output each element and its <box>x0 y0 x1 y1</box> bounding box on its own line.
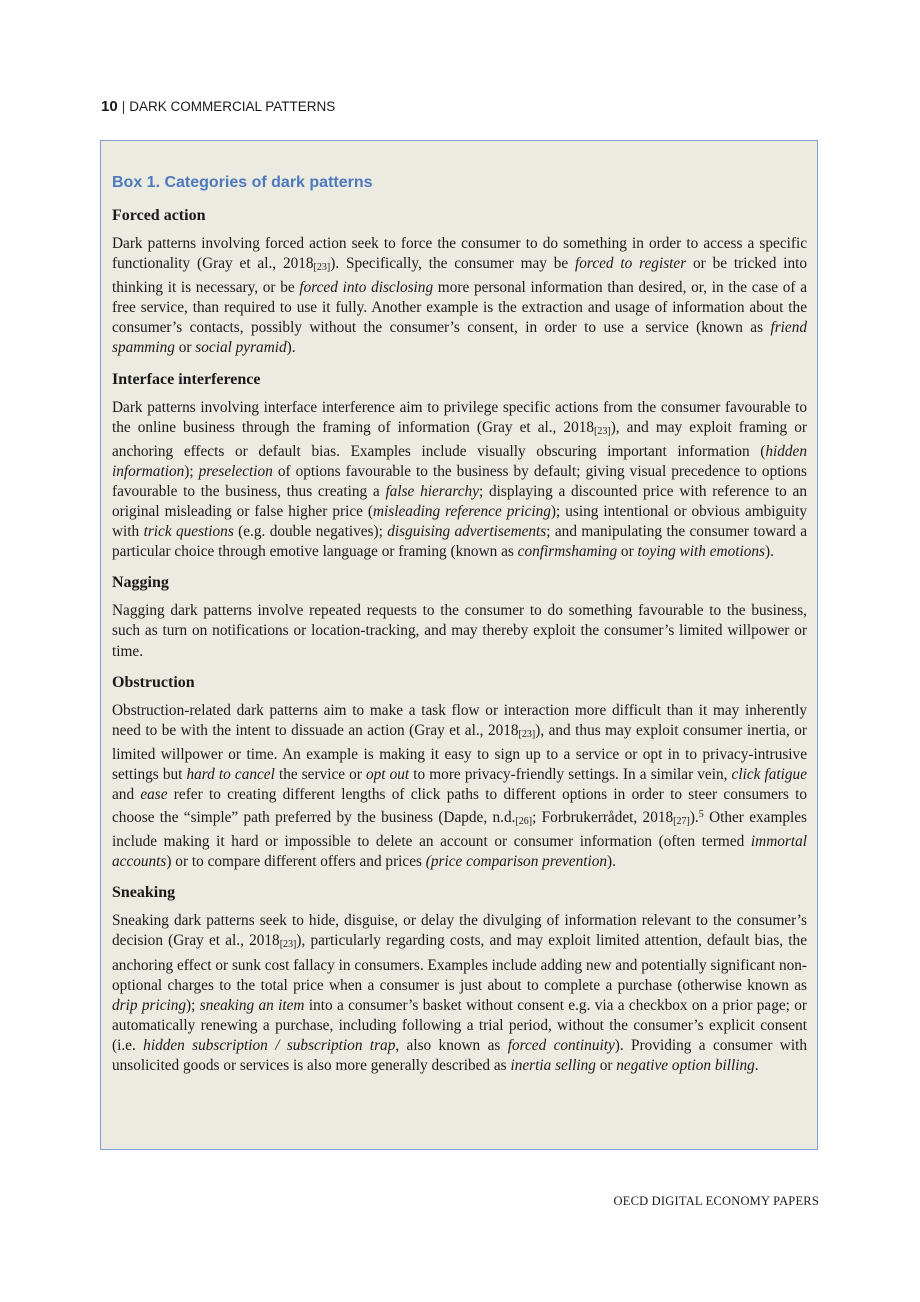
text-run: ), and may exploit framing or anchoring effects or default bias. Examples include visually obscuring important information ( <box>112 418 807 460</box>
emphasized-term: friend spamming <box>112 319 807 357</box>
section-forced-action <box>112 206 807 359</box>
page-header <box>101 98 335 115</box>
emphasized-term: inertia selling <box>510 1057 596 1074</box>
text-run: ). <box>689 809 699 827</box>
text-run: ). <box>286 339 296 357</box>
text-run: ) or to compare different offers and prices <box>166 853 426 871</box>
text-run: Obstruction-related dark patterns aim to make a task flow or interaction more difficult than it may inherently need to be with the intent to dissuade an action (Gray et al., 2018 <box>112 701 807 739</box>
citation-ref: [26] <box>515 816 533 828</box>
emphasized-term: drip pricing <box>112 996 187 1014</box>
header-separator: | <box>121 99 126 114</box>
text-run: ; displaying a discounted price with reference to an original misleading or false higher price ( <box>112 482 807 521</box>
emphasized-term: forced to register <box>575 255 687 273</box>
emphasized-term: disguising advertisements <box>387 523 547 541</box>
citation-ref: [27] <box>673 816 690 828</box>
section-body <box>112 234 807 359</box>
text-run: to more privacy-friendly settings. In a similar vein, <box>409 765 732 783</box>
emphasized-term: sneaking an item <box>199 996 305 1014</box>
section-heading: Forced action <box>112 207 206 224</box>
text-run: ; and manipulating the consumer toward a particular choice through emotive language or framing (known as <box>112 523 807 561</box>
section-heading: Nagging <box>112 574 169 592</box>
text-run: ), and thus may exploit consumer inertia, or limited willpower or time. An example is making it easy to sign up to a service or opt in to privacy-intrusive settings but <box>112 721 807 783</box>
citation-ref: [23] <box>279 939 297 951</box>
section-nagging <box>112 573 807 661</box>
text-run: ). <box>607 853 616 871</box>
emphasized-term: opt out <box>365 765 410 783</box>
emphasized-term: click fatigue <box>731 765 807 783</box>
section-body <box>112 911 807 1076</box>
emphasized-term: trick questions <box>143 523 234 541</box>
emphasized-term: ease <box>140 785 168 803</box>
info-box <box>100 140 818 1150</box>
emphasized-term: forced continuity <box>507 1036 615 1054</box>
text-run: ), particularly regarding costs, and may exploit limited attention, default bias, the anchoring effect or sunk cost fallacy in consumers. Examples include adding new and potentially significant non-optional charges to the total price when a consumer is just about to complete a purchase (otherwise known as <box>112 932 807 994</box>
text-run: Dark patterns involving interface interference aim to privilege specific actions from the consumer favourable to the online business through the framing of information (Gray et al., 2018 <box>112 398 807 436</box>
emphasized-term: hidden information <box>112 442 807 480</box>
page-number: 10 <box>101 98 118 115</box>
text-run: into a consumer’s basket without consent e.g. via a checkbox on a prior page; or automatically renewing a purchase, including following a trial period, without the consumer’s explicit consent (i.e. <box>112 996 807 1054</box>
text-run: and <box>112 785 141 803</box>
emphasized-term: misleading reference pricing <box>373 503 551 521</box>
text-run: refer to creating different lengths of click paths to different options in order to steer consumers to choose the “simple” path preferred by the business (Dapde, n.d. <box>112 785 807 827</box>
text-run: . <box>754 1057 759 1074</box>
section-body <box>112 601 807 661</box>
text-run: Dark patterns involving forced action seek to force the consumer to do something in order to access a specific functionality (Gray et al., 2018 <box>112 235 807 273</box>
text-run: ). Providing a consumer with unsolicited goods or services is also more generally described as <box>112 1036 807 1074</box>
section-interface-interference <box>112 370 807 563</box>
emphasized-term: false hierarchy <box>385 482 479 500</box>
footnote-ref: 5 <box>698 809 704 821</box>
text-run: or be tricked into thinking it is necessary, or be <box>112 255 807 297</box>
text-run: ). <box>764 543 774 561</box>
emphasized-term: immortal accounts <box>112 833 807 871</box>
text-run: ); using intentional or obvious ambiguity with <box>112 503 807 541</box>
emphasized-term: forced into disclosing <box>299 279 434 297</box>
page-footer: OECD DIGITAL ECONOMY PAPERS <box>613 1194 819 1208</box>
citation-ref: [23] <box>518 728 536 740</box>
emphasized-term: hidden subscription / subscription trap <box>143 1036 396 1054</box>
box-title: Box 1. Categories of dark patterns <box>112 174 373 191</box>
emphasized-term: preselection <box>198 462 273 480</box>
section-obstruction <box>112 673 807 873</box>
emphasized-term: confirmshaming <box>517 543 618 561</box>
section-heading: Obstruction <box>112 673 195 691</box>
text-run: Nagging dark patterns involve repeated requests to the consumer to do something favourable to the business, such as turn on notifications or location-tracking, and may thereby exploit the consumer’s limited willpower or time. <box>112 602 807 660</box>
section-sneaking <box>112 883 807 1076</box>
text-run: or <box>595 1057 617 1074</box>
emphasized-term: (price comparison prevention <box>425 853 608 871</box>
text-run: ; Forbrukerrådet, 2018 <box>532 809 674 827</box>
emphasized-term: social pyramid <box>195 339 287 357</box>
text-run: more personal information than desired, or, in the case of a free service, than required to use it fully. Another example is the extraction and usage of information about the consumer’s contacts, possibly without the consumer’s consent, in order to use a service (known as <box>112 279 807 337</box>
text-run: of options favourable to the business by default; giving visual precedence to options favourable to the business, thus creating a <box>112 462 807 500</box>
section-heading: Interface interference <box>112 370 261 388</box>
section-heading: Sneaking <box>112 884 176 902</box>
emphasized-term: negative option billing <box>616 1057 755 1074</box>
section-body <box>112 398 807 563</box>
citation-ref: [23] <box>313 262 331 274</box>
text-run: the service or <box>274 765 366 783</box>
text-run: or <box>617 543 638 561</box>
text-run: ). Specifically, the consumer may be <box>330 255 576 273</box>
text-run: ); <box>186 996 200 1014</box>
text-run: Other examples include making it hard or impossible to delete an account or consumer information (often termed <box>112 809 807 851</box>
text-run: , also known as <box>395 1036 508 1054</box>
section-body <box>112 701 807 873</box>
running-title: DARK COMMERCIAL PATTERNS <box>129 99 336 114</box>
text-run: ); <box>184 462 199 480</box>
emphasized-term: toying with emotions <box>637 543 765 561</box>
citation-ref: [23] <box>594 425 611 437</box>
text-run: (e.g. double negatives); <box>233 523 388 541</box>
emphasized-term: hard to cancel <box>186 765 275 783</box>
text-run: Sneaking dark patterns seek to hide, disguise, or delay the divulging of information relevant to the consumer’s decision (Gray et al., 2018 <box>112 912 807 950</box>
text-run: or <box>174 339 196 357</box>
